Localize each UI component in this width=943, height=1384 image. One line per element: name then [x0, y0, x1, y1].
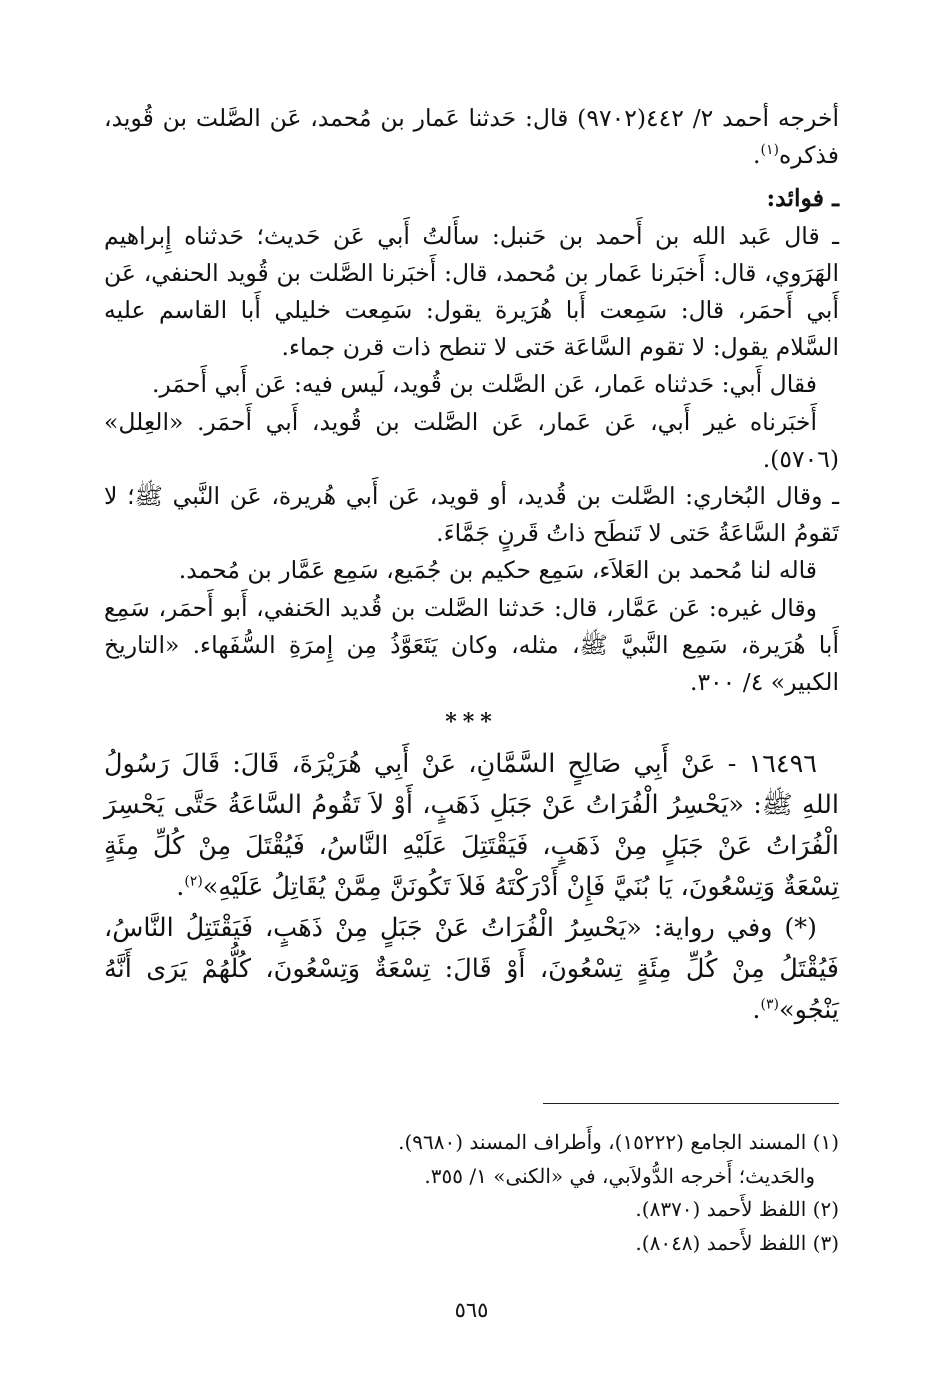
footnotes	[104, 1126, 839, 1260]
fawaid-paragraph-6: وقال غيره: عَن عَمَّار، قال: حَدثنا الصَّلت بن قُديد الحَنفي، أَبو أَحمَر، سَمِع أَبا هُرَيرة، سَمِع النَّبيَّ ﷺ، مثله، وكان يَتَعَوَّذُ مِن إِمرَةِ السُّفَهاء. «التاريخ الكبير» ٤/ ٣٠٠.	[104, 593, 839, 697]
footnote-1-continued: والحَديث؛ أَخرجه الدُّولاَبي، في «الكنى» ١/ ٣٥٥.	[424, 1163, 815, 1188]
page-number: ٥٦٥	[454, 1298, 489, 1322]
intro-line-1: أخرجه أحمد ٢/ ٤٤٢(٩٧٠٢) قال: حَدثنا عَمار بن مُحمد، عَن الصَّلت بن قُويد،	[104, 104, 839, 132]
intro-line-2: فذكره	[778, 141, 839, 170]
hadith-text-2-end: .	[752, 995, 761, 1026]
footnote-ref-1: (١)	[760, 142, 779, 159]
hadith-paragraph-2	[104, 908, 839, 1031]
fawaid-paragraph-1: ـ قال عَبد الله بن أَحمد بن حَنبل: سأَلتُ أَبي عَن حَديث؛ حَدثناه إِبراهيم الهَرَوي، قال: أَخبَرنا عَمار بن مُحمد، قال: أَخبَرنا الصَّلت بن قُويد الحنفي، عَن أَبي أَحمَر، قال: سَمِعت أَبا هُرَيرة يقول: سَمِعت خليلي أَبا القاسم عليه السَّلام يقول: لا تقوم السَّاعَة حَتى لا تنطح ذات قرن جماء.	[104, 221, 839, 362]
fawaid-paragraph-2: فقال أَبي: حَدثناه عَمار، عَن الصَّلت بن قُويد، لَيس فيه: عَن أَبي أَحمَر.	[151, 370, 817, 399]
hadith-text-1-end: .	[176, 872, 185, 903]
section-separator: ***	[445, 709, 498, 736]
hadith-paragraph-1	[104, 744, 839, 908]
fawaid-heading: ـ فوائد:	[766, 184, 839, 213]
hadith-text-2: (*) وفي رواية: «يَحْسِرُ الْفُرَاتُ عَنْ جَبَلٍ مِنْ ذَهَبٍ، فَيَقْتَتِلُ النَّاسُ، فَيُقْتَلُ مِنْ كُلِّ مِئَةٍ تِسْعُونَ، أَوْ قَالَ: تِسْعَةٌ وَتِسْعُونَ، كُلُّهُمْ يَرَى أَنَّهُ يَنْجُو»	[104, 913, 839, 1026]
footnote-1: (١) المسند الجامع (١٥٢٢٢)، وأَطراف المسند (٩٦٨٠).	[398, 1130, 839, 1154]
footnote-3: (٣) اللفظ لأَحمد (٨٠٤٨).	[635, 1230, 839, 1255]
footnote-ref-2: (٢)	[184, 873, 203, 890]
intro-line-2-end: .	[753, 141, 761, 170]
hadith-text-1: ١٦٤٩٦ - عَنْ أَبِي صَالِحٍ السَّمَّانِ، عَنْ أَبِي هُرَيْرَةَ، قَالَ: قَالَ رَسُولُ اللهِ ﷺ: «يَحْسِرُ الْفُرَاتُ عَنْ جَبَلِ ذَهَبٍ، أَوْ لاَ تَقُومُ السَّاعَةُ حَتَّى يَحْسِرَ الْفُرَاتُ عَنْ جَبَلٍ مِنْ ذَهَبٍ، فَيَقْتَتِلَ عَلَيْهِ النَّاسُ، فَيُقْتَلَ مِنْ كُلِّ مِئَةٍ تِسْعَةٌ وَتِسْعُونَ، يَا بُنَيَّ فَإِنْ أَدْرَكْتَهُ فَلاَ تَكُونَنَّ مِمَّنْ يُقَاتِلُ عَلَيْهِ»	[104, 749, 839, 903]
footnote-ref-3: (٣)	[760, 996, 779, 1013]
main-text	[104, 100, 839, 1031]
fawaid-paragraph-3: أَخبَرناه غير أَبي، عَن عَمار، عَن الصَّلت بن قُويد، أَبي أَحمَر. «العِلل» (٥٧٠٦).	[104, 407, 839, 473]
fawaid-paragraph-4: ـ وقال البُخاري: الصَّلت بن قُديد، أو قويد، عَن أَبي هُريرة، عَن النَّبي ﷺ؛ لا تَقومُ السَّاعَةُ حَتى لا تَنطَح ذاتُ قَرنٍ جَمَّاءَ.	[104, 482, 839, 548]
intro-paragraph	[104, 100, 839, 174]
footnote-divider	[543, 1103, 839, 1104]
footnote-2: (٢) اللفظ لأَحمد (٨٣٧٠).	[635, 1197, 839, 1221]
fawaid-paragraph-5: قاله لنا مُحمد بن العَلاَء، سَمِع حكيم بن جُمَيع، سَمِع عَمَّار بن مُحمد.	[178, 556, 817, 585]
